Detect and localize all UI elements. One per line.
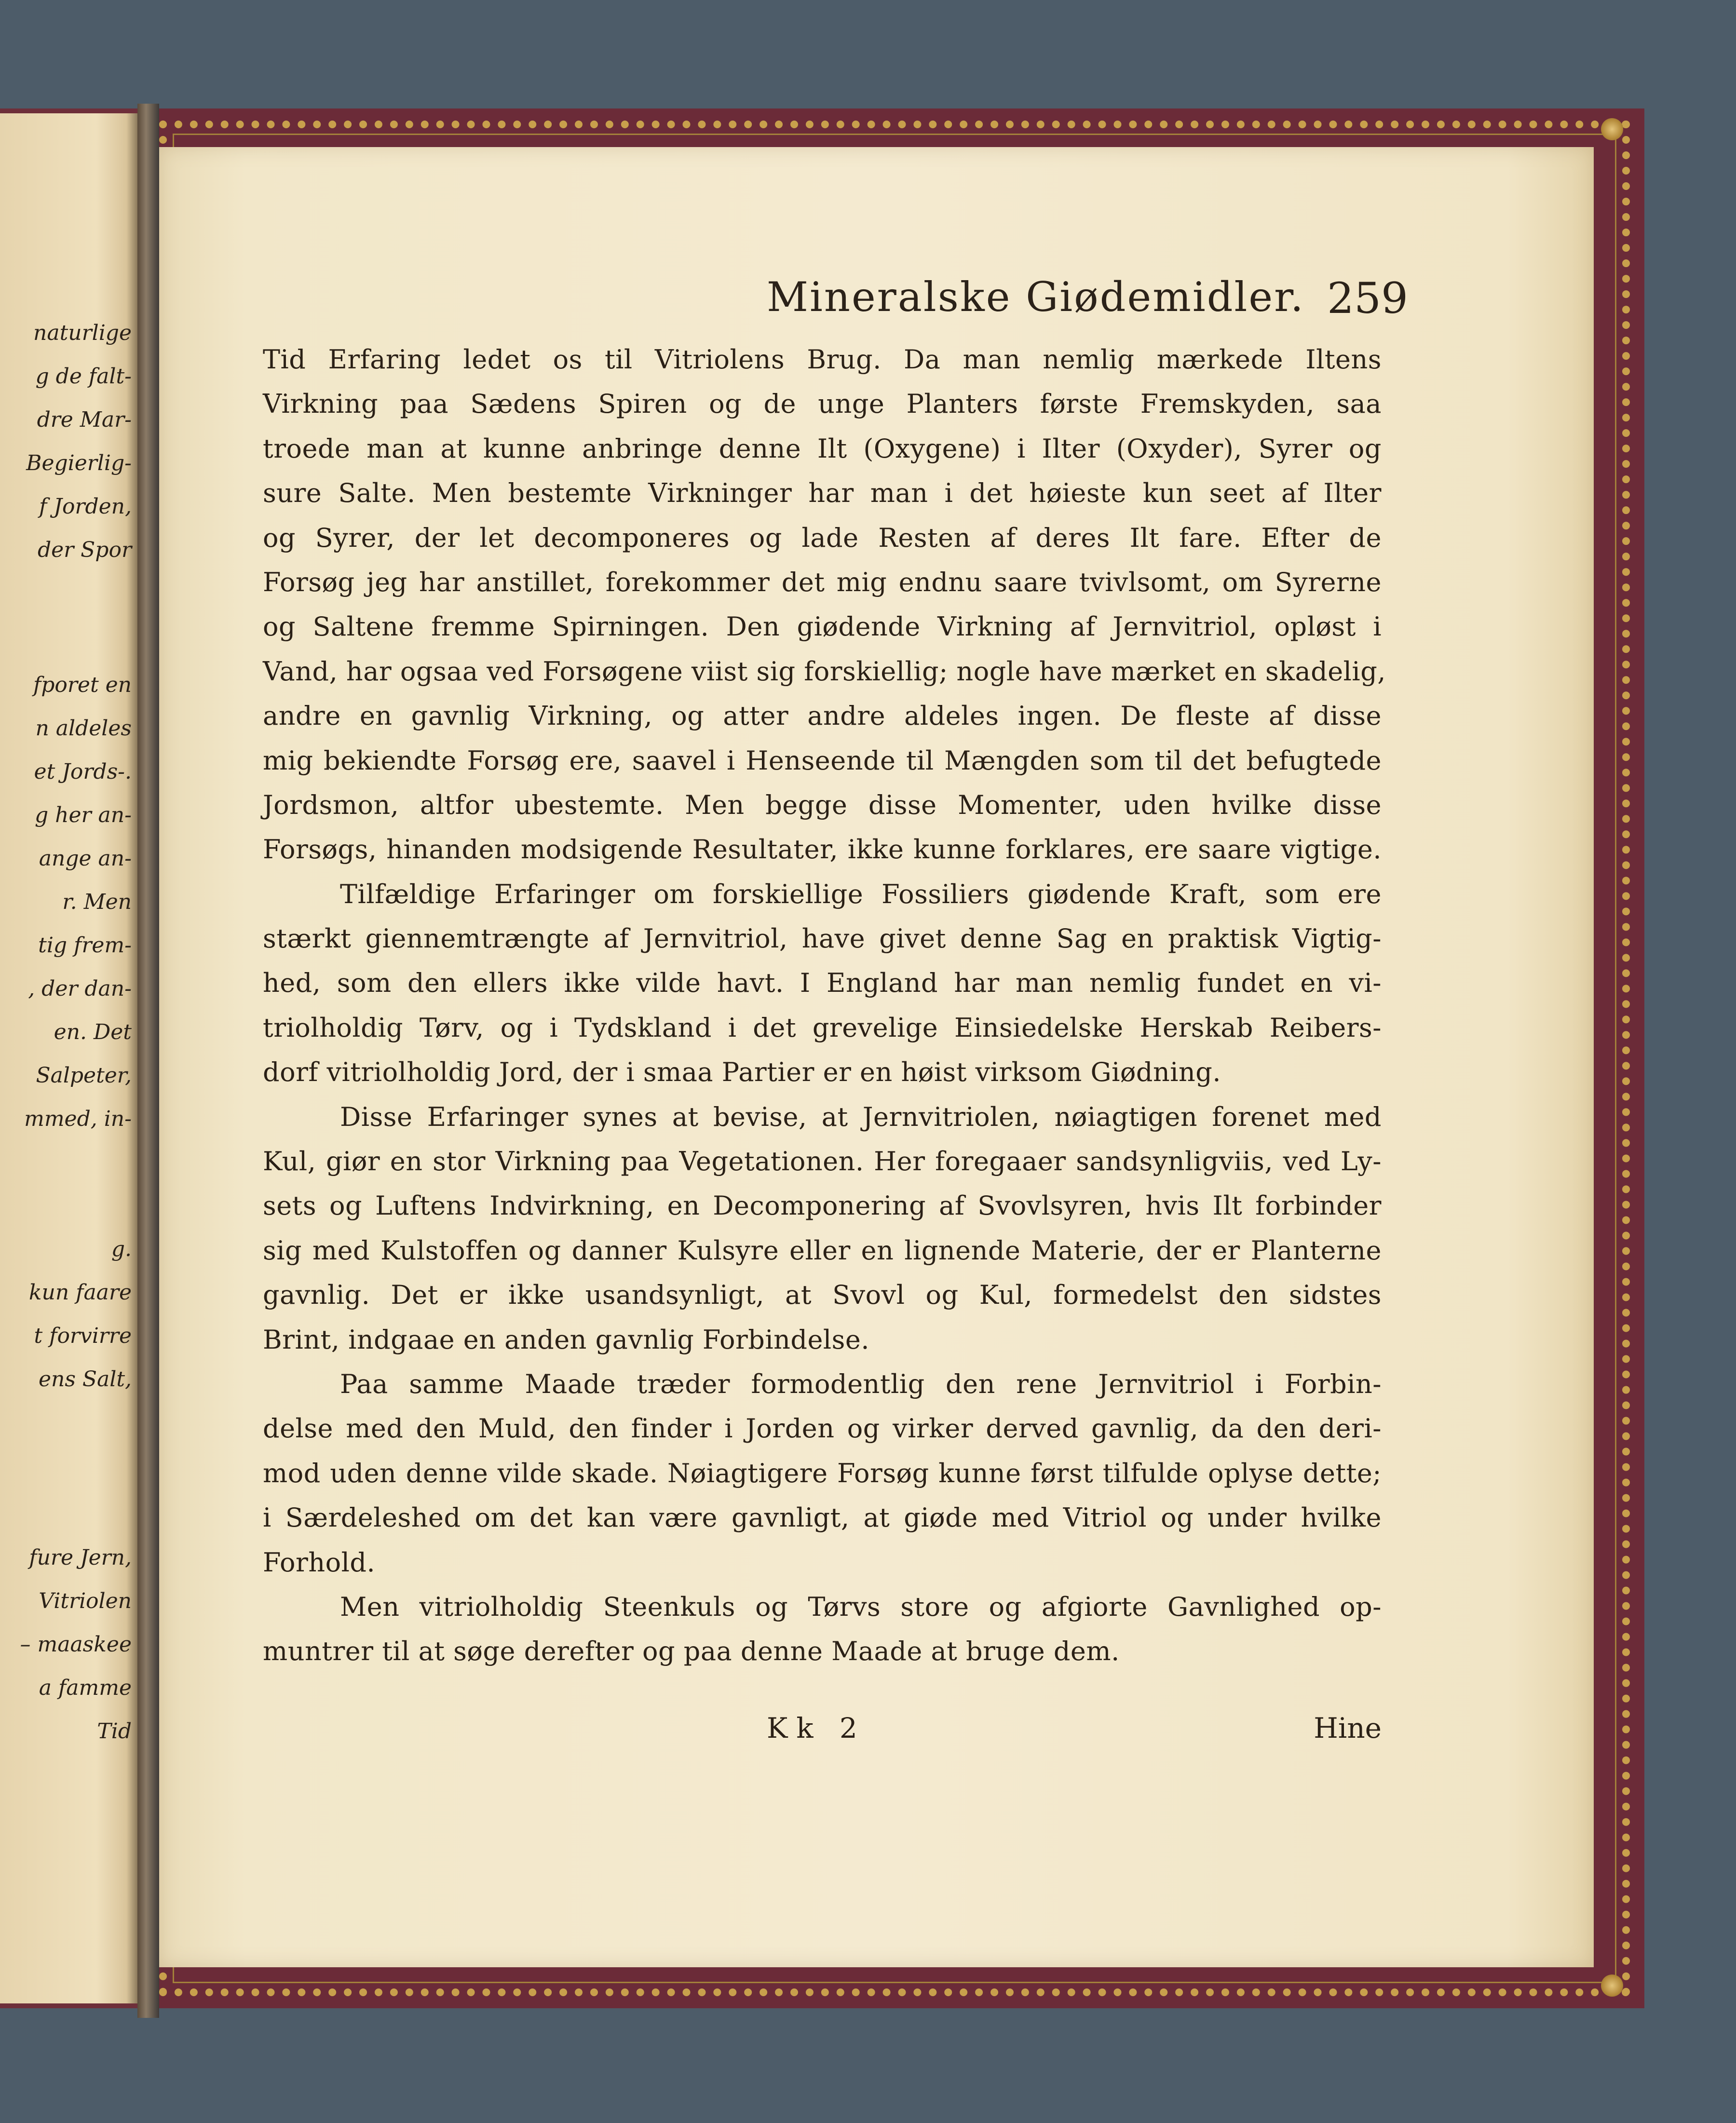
text-line: muntrer til at søge derefter og paa denne Maade at bruge dem. [263,1636,1120,1667]
left-facing-page [0,113,137,2003]
text-line: Forsøgs, hinanden modsigende Resultater, ikke kunne forklares, ere saare vigtige. [263,834,1382,865]
text-line: Virkning paa Sædens Spiren og de unge Planters første Fremskyden, saa [263,389,1382,419]
left-page-line: t forvirre [34,1324,132,1348]
text-line: Disse Erfaringer synes at bevise, at Jernvitriolen, nøiagtigen forenet med [340,1101,1382,1132]
text-line: andre en gavnlig Virkning, og atter andre aldeles ingen. De fleste af disse [263,701,1382,731]
text-line: sets og Luftens Indvirkning, en Decomponering af Svovlsyren, hvis Ilt forbinder [263,1190,1382,1221]
text-line: sig med Kulstoffen og danner Kulsyre eller en lignende Materie, der er Planterne [263,1235,1382,1266]
text-line: dorf vitriolholdig Jord, der i smaa Partier er en høist virksom Giødning. [263,1057,1221,1088]
text-line: gavnlig. Det er ikke usandsynligt, at Svovl og Kul, formedelst den sidstes [263,1280,1382,1311]
left-page-line: en. Det [54,1020,132,1044]
left-page-line: Begierlig- [26,451,132,475]
left-page-line: der Spor [37,538,132,562]
running-head: Mineralske Giødemidler. [767,273,1305,321]
text-line: mod uden denne vilde skade. Nøiagtigere Forsøg kunne først tilfulde oplyse dette; [263,1458,1382,1488]
text-line: Forsøg jeg har anstillet, forekommer det mig endnu saare tvivlsomt, om Syrerne [263,567,1382,597]
corner-ornament [1601,1974,1623,1997]
text-line: Jordsmon, altfor ubestemte. Men begge disse Momenter, uden hvilke disse [263,789,1382,820]
left-page-line: a famme [39,1676,132,1700]
text-line: Vand, har ogsaa ved Forsøgene viist sig forskiellig; nogle have mærket en skadelig, [263,656,1386,687]
left-page-line: , der dan- [28,976,132,1001]
text-line: mig bekiendte Forsøg ere, saavel i Henseende til Mængden som til det befugtede [263,745,1382,776]
text-line: troede man at kunne anbringe denne Ilt (Oxygene) i Ilter (Oxyder), Syrer og [263,433,1382,464]
text-line: og Syrer, der let decomponeres og lade Resten af deres Ilt fare. Efter de [263,522,1382,553]
text-line: Brint, indgaae en anden gavnlig Forbindelse. [263,1324,870,1355]
text-line: Forhold. [263,1547,376,1578]
left-page-line: g. [111,1237,132,1261]
left-page-line: naturlige [33,321,132,345]
text-line: delse med den Muld, den finder i Jorden og virker derved gavnlig, da den deri- [263,1413,1382,1444]
page-number: 259 [1327,273,1408,323]
left-page-line: r. Men [62,890,132,914]
text-line: Men vitriolholdig Steenkuls og Tørvs store og afgiorte Gavnlighed op- [340,1591,1382,1622]
left-page-line: mmed, in- [24,1107,132,1131]
signature-mark: Kk 2 [767,1712,866,1744]
text-line: i Særdeleshed om det kan være gavnligt, at giøde med Vitriol og under hvilke [263,1502,1382,1533]
left-page-line: et Jords-. [34,759,132,784]
text-line: Paa samme Maade træder formodentlig den rene Jernvitriol i Forbin- [340,1368,1382,1399]
text-line: Tid Erfaring ledet os til Vitriolens Brug. Da man nemlig mærkede Iltens [263,344,1382,375]
left-page-line: g de falt- [35,364,132,389]
left-page-line: fporet en [33,673,132,697]
left-page-line: g her an- [35,803,132,827]
catchword: Hine [1314,1712,1382,1744]
left-page-line: ens Salt, [38,1367,132,1392]
left-page-line: f Jorden, [39,494,132,519]
text-line: Tilfældige Erfaringer om forskiellige Fossiliers giødende Kraft, som ere [340,879,1382,909]
page-header [583,273,1427,331]
corner-ornament [1601,118,1623,140]
text-line: triolholdig Tørv, og i Tydskland i det grevelige Einsiedelske Herskab Reibers- [263,1012,1382,1043]
left-page-line: tig frem- [38,933,132,958]
left-page-line: kun faare [28,1280,132,1305]
left-page-line: – maaskee [20,1632,132,1657]
left-page-line: Vitriolen [39,1589,132,1613]
left-page-line: Salpeter, [36,1063,132,1088]
text-line: hed, som den ellers ikke vilde havt. I England har man nemlig fundet en vi- [263,968,1382,999]
left-page-line: dre Mar- [37,407,132,432]
body-text [263,338,1386,1674]
left-page-line: fure Jern, [29,1545,132,1570]
book-gutter [137,104,159,2018]
left-page-line: ange an- [39,846,132,871]
text-line: og Saltene fremme Spirningen. Den giødende Virkning af Jernvitriol, opløst i [263,611,1382,642]
left-page-line: n aldeles [35,716,132,741]
right-page [159,147,1594,1967]
left-page-line: Tid [97,1719,132,1744]
text-line: sure Salte. Men bestemte Virkninger har man i det høieste kun seet af Ilter [263,478,1382,509]
text-line: stærkt giennemtrængte af Jernvitriol, have givet denne Sag en praktisk Vigtig- [263,923,1382,954]
text-line: Kul, giør en stor Virkning paa Vegetationen. Her foregaaer sandsynligviis, ved Ly- [263,1146,1382,1177]
page-footer [263,1712,1382,1760]
